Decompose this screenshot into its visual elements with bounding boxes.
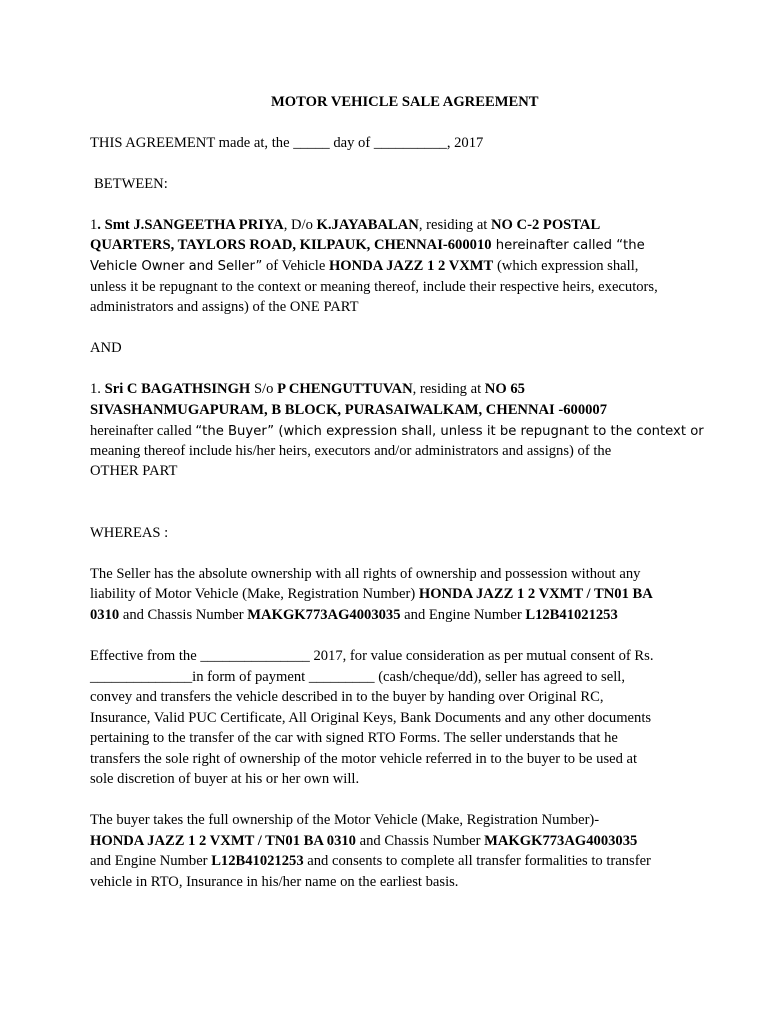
para3-line3-b: L12B41021253 (211, 853, 304, 869)
para2-line2: ______________in form of payment _________ (cash/cheque/dd), seller has agreed to sell, (90, 669, 625, 685)
para3-line3 (90, 851, 651, 871)
party2-line3 (90, 421, 704, 442)
para2-line3: convey and transfers the vehicle described in to the buyer by handing over Original RC, (90, 689, 604, 705)
para3-line2 (90, 831, 637, 851)
party2-address-line1: NO 65 (484, 381, 525, 397)
party2-line2 (90, 400, 607, 420)
para3-line3-a: and Engine Number (90, 853, 212, 869)
party2-line5: OTHER PART (90, 463, 178, 479)
party2-parent: P CHENGUTTUVAN (277, 381, 413, 397)
para1-line3-e: L12B41021253 (525, 607, 618, 623)
party2-line3-a: hereinafter called (90, 423, 196, 439)
party1-line3 (90, 256, 638, 277)
party1-line1 (90, 215, 600, 235)
party2-line3-b: “the Buyer” (which expression shall, unless it be repugnant to the context or (195, 424, 704, 439)
party1-called-a: hereinafter called “the (491, 238, 645, 253)
para1-line2 (90, 584, 653, 604)
document-title: MOTOR VEHICLE SALE AGREEMENT (271, 94, 539, 110)
para1-line3-c: MAKGK773AG4003035 (247, 607, 401, 623)
party1-residing: , residing at (418, 217, 492, 233)
para3-line2-b: and Chassis Number (355, 833, 485, 849)
para2-line4: Insurance, Valid PUC Certificate, All Original Keys, Bank Documents and any other documents (90, 710, 652, 726)
party1-sep: . (97, 217, 105, 233)
party1-tail1: (which expression shall, (493, 258, 639, 274)
party2-address-line2: SIVASHANMUGAPURAM, B BLOCK, PURASAIWALKAM, CHENNAI -600007 (90, 402, 608, 418)
party1-vehicle: HONDA JAZZ 1 2 VXMT (328, 258, 494, 274)
document-page (90, 0, 704, 1024)
para1-line1: The Seller has the absolute ownership with all rights of ownership and possession without any (90, 566, 641, 582)
party2-number: 1. (90, 381, 105, 397)
para1-line3 (90, 605, 618, 625)
party1-address-line2: QUARTERS, TAYLORS ROAD, KILPAUK, CHENNAI-600010 (90, 237, 492, 253)
between-heading: BETWEEN: (94, 176, 168, 192)
party1-line5: administrators and assigns) of the ONE PART (90, 299, 359, 315)
party1-line4: unless it be repugnant to the context or meaning thereof, include their respective heirs, executors, (90, 279, 658, 295)
party1-of-vehicle: of Vehicle (262, 258, 329, 274)
whereas-heading: WHEREAS : (90, 525, 169, 541)
para3-line4: vehicle in RTO, Insurance in his/her name on the earliest basis. (90, 874, 459, 890)
para2-line1: Effective from the _______________ 2017, for value consideration as per mutual consent of Rs. (90, 648, 654, 664)
agreement-intro: THIS AGREEMENT made at, the _____ day of __________, 2017 (90, 135, 484, 151)
party1-parent: K.JAYABALAN (316, 217, 419, 233)
party1-name: Smt J.SANGEETHA PRIYA (104, 217, 284, 233)
party2-relation: S/o (250, 381, 278, 397)
party2-line1 (90, 379, 525, 399)
para3-line2-c: MAKGK773AG4003035 (484, 833, 638, 849)
party2-residing: , residing at (412, 381, 485, 397)
party1-called-b: Vehicle Owner and Seller” (90, 259, 263, 274)
para1-line3-a: 0310 (90, 607, 120, 623)
party1-relation: , D/o (283, 217, 317, 233)
party2-name: Sri C BAGATHSINGH (104, 381, 251, 397)
party1-address-line1: NO C-2 POSTAL (491, 217, 601, 233)
para3-line3-c: and consents to complete all transfer formalities to transfer (303, 853, 651, 869)
para1-line2-b: HONDA JAZZ 1 2 VXMT / TN01 BA (418, 586, 653, 602)
party1-line2 (90, 235, 645, 256)
para1-line3-d: and Engine Number (400, 607, 526, 623)
para1-line2-a: liability of Motor Vehicle (Make, Registration Number) (90, 586, 419, 602)
para3-line2-a: HONDA JAZZ 1 2 VXMT / TN01 BA 0310 (90, 833, 356, 849)
para2-line6: transfers the sole right of ownership of the motor vehicle referred in to the buyer to be used at (90, 751, 638, 767)
party2-line4: meaning thereof include his/her heirs, executors and/or administrators and assigns) of the (90, 443, 612, 459)
para1-line3-b: and Chassis Number (119, 607, 248, 623)
and-separator: AND (90, 340, 122, 356)
para3-line1: The buyer takes the full ownership of the Motor Vehicle (Make, Registration Number)- (90, 812, 600, 828)
party1-number: 1 (90, 217, 98, 233)
para2-line5: pertaining to the transfer of the car with signed RTO Forms. The seller understands that he (90, 730, 618, 746)
para2-line7: sole discretion of buyer at his or her own will. (90, 771, 360, 787)
